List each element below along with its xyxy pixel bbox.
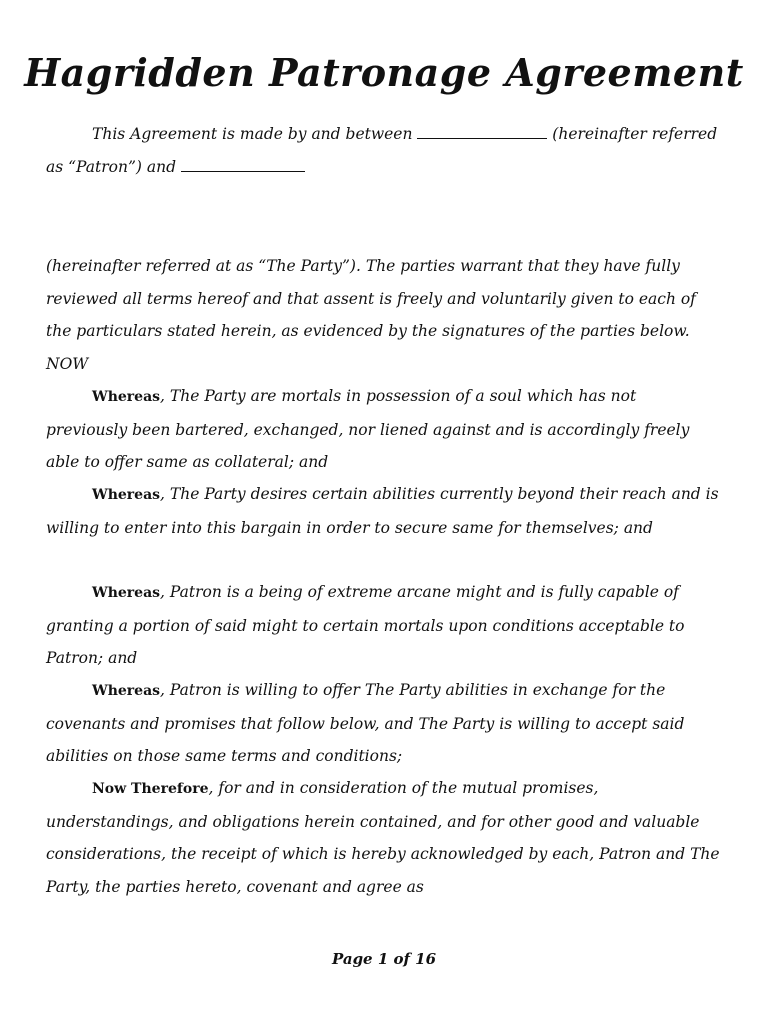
whereas-text-2: , The Party desires certain abilities currently beyond their reach and is willing to enter into this bargain in order to secure same for themselves; and	[46, 485, 719, 537]
page-number: Page 1 of 16	[331, 950, 437, 968]
whereas-clause-1	[46, 380, 722, 479]
now-therefore-label: Now Therefore	[92, 781, 209, 797]
whereas-clause-2	[46, 478, 722, 544]
whereas-label: Whereas	[92, 487, 161, 503]
intro-paragraph	[46, 118, 722, 183]
whereas-label: Whereas	[92, 389, 161, 405]
now-therefore-text: , for and in consideration of the mutual promises, understandings, and obligations herein contained, and for other good and valuable considerations, the receipt of which is hereby acknowledged by each, Patron and The Party, the parties hereto, covenant and agree as	[46, 779, 720, 896]
whereas-text-3: , Patron is a being of extreme arcane might and is fully capable of granting a portion of said might to certain mortals upon conditions acceptable to Patron; and	[46, 583, 685, 667]
intro-text-1: This Agreement is made by and between	[92, 125, 418, 143]
party-clause-paragraph: (hereinafter referred at as “The Party”). The parties warrant that they have fully reviewed all terms hereof and that assent is freely and voluntarily given to each of the particulars stated herein, as evidenced by the signatures of the parties below. NOW	[46, 257, 696, 373]
whereas-clause-4	[46, 674, 722, 773]
whereas-clause-3	[46, 576, 722, 675]
whereas-text-1: , The Party are mortals in possession of a soul which has not previously been bartered, exchanged, nor liened against and is accordingly freely able to offer same as collateral; and	[46, 387, 690, 471]
patron-name-blank[interactable]	[417, 124, 547, 139]
whereas-text-4: , Patron is willing to offer The Party abilities in exchange for the covenants and promises that follow below, and The Party is willing to accept said abilities on those same terms and conditions;	[46, 681, 685, 765]
document-title: Hagridden Patronage Agreement	[24, 50, 744, 95]
now-therefore-clause	[46, 772, 722, 903]
party-name-blank[interactable]	[181, 157, 305, 172]
whereas-label: Whereas	[92, 683, 161, 699]
intro-text-2: (hereinafter referred as “Patron”) and	[46, 125, 718, 176]
whereas-label: Whereas	[92, 585, 161, 601]
